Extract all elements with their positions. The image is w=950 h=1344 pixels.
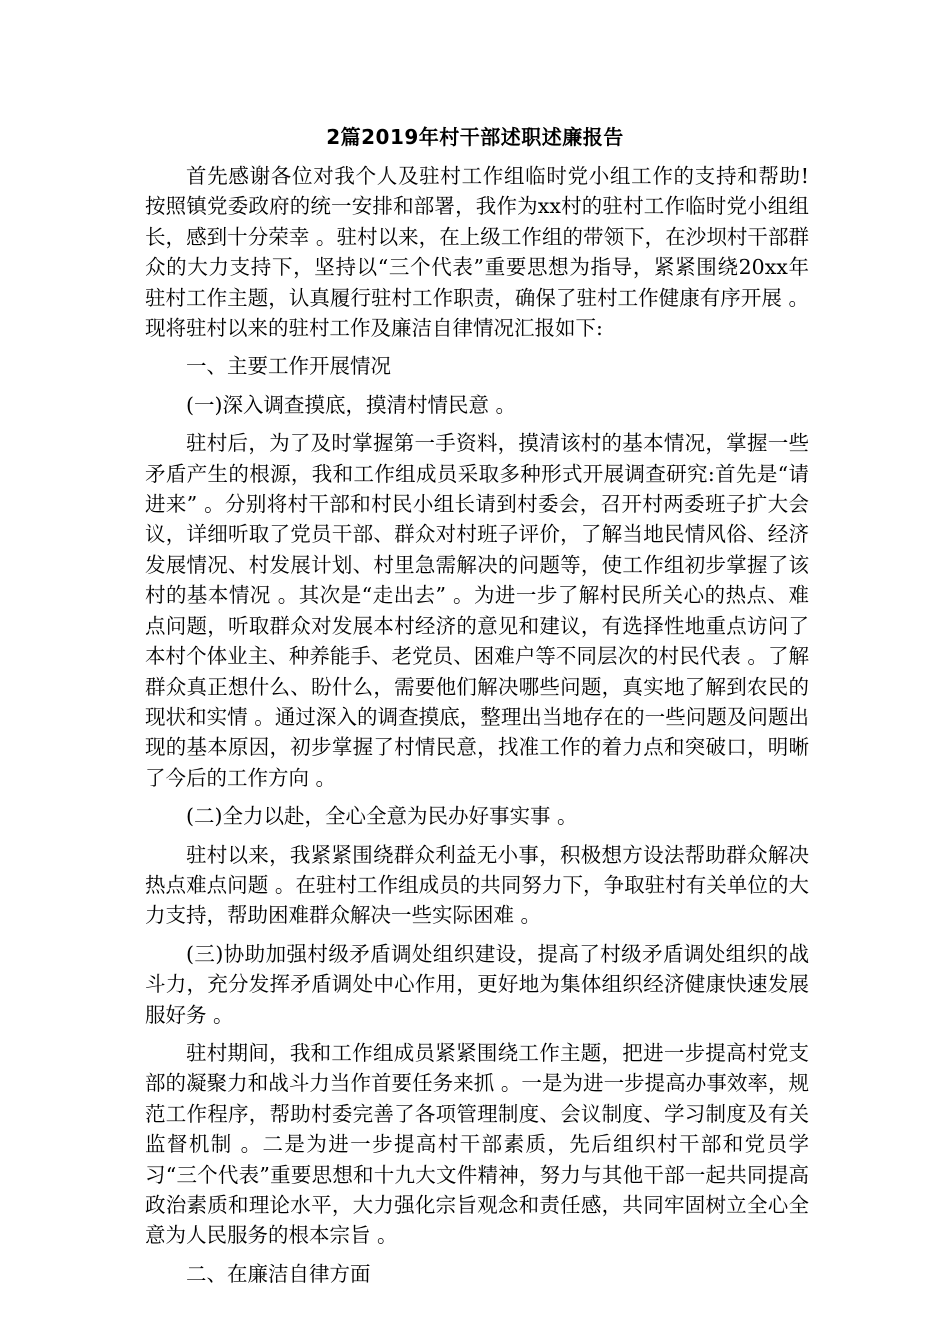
subsection-heading-1: (一)深入调查摸底，摸清村情民意 。 <box>186 392 517 417</box>
section-heading-integrity: 二、在廉洁自律方面 <box>186 1261 371 1286</box>
document-body <box>145 161 809 1289</box>
paragraph-party-building: 驻村期间，我和工作组成员紧紧围绕工作主题，把进一步提高村党支部的凝聚力和战斗力当作首要任务来抓 。一是为进一步提高办事效率，规范工作程序，帮助村委完善了各项管理制度、会议制度、学习制度及有关监督机制 。二是为进一步提高村干部素质，先后组织村干部和党员学习“三个代表”重要思想和十九大文件精神，努力与其他干部一起共同提高政治素质和理论水平，大力强化宗旨观念和责任感，共同牢固树立全心全意为人民服务的根本宗旨 。 <box>145 1040 809 1248</box>
paragraph-survey: 驻村后，为了及时掌握第一手资料，摸清该村的基本情况，掌握一些矛盾产生的根源，我和工作组成员采取多种形式开展调查研究:首先是“请进来” 。分别将村干部和村民小组长请到村委会，召开村两委班子扩大会议，详细听取了党员干部、群众对村班子评价，了解当地民情风俗、经济发展情况、村发展计划、村里急需解决的问题等，使工作组初步掌握了该村的基本情况 。其次是“走出去” 。为进一步了解村民所关心的热点、难点问题，听取群众对发展本村经济的意见和建议，有选择性地重点访问了本村个体业主、种养能手、老党员、困难户等不同层次的村民代表 。了解群众真正想什么、盼什么，需要他们解决哪些问题，真实地了解到农民的现状和实情 。通过深入的调查摸底，整理出当地存在的一些问题及问题出现的基本原因，初步掌握了村情民意，找准工作的着力点和突破口，明晰了今后的工作方向 。 <box>145 431 809 790</box>
document-title: 2篇2019年村干部述职述廉报告 <box>326 125 624 149</box>
subsection-heading-2: (二)全力以赴，全心全意为民办好事实事 。 <box>186 804 578 829</box>
paragraph-practical-matters: 驻村以来，我紧紧围绕群众利益无小事，积极想方设法帮助群众解决热点难点问题 。在驻村工作组成员的共同努力下，争取驻村有关单位的大力支持，帮助困难群众解决一些实际困难 。 <box>145 842 809 928</box>
intro-paragraph: 首先感谢各位对我个人及驻村工作组临时党小组工作的支持和帮助!按照镇党委政府的统一安排和部署，我作为xx村的驻村工作临时党小组组长，感到十分荣幸 。驻村以来，在上级工作组的带领下，在沙坝村干部群众的大力支持下，坚持以“三个代表”重要思想为指导，紧紧围绕20xx年驻村工作主题，认真履行驻村工作职责，确保了驻村工作健康有序开展 。现将驻村以来的驻村工作及廉洁自律情况汇报如下: <box>145 164 809 341</box>
subsection-heading-3: (三)协助加强村级矛盾调处组织建设，提高了村级矛盾调处组织的战斗力，充分发挥矛盾调处中心作用，更好地为集体组织经济健康快速发展服好务 。 <box>145 941 809 1027</box>
section-heading-main-work: 一、主要工作开展情况 <box>186 354 391 379</box>
